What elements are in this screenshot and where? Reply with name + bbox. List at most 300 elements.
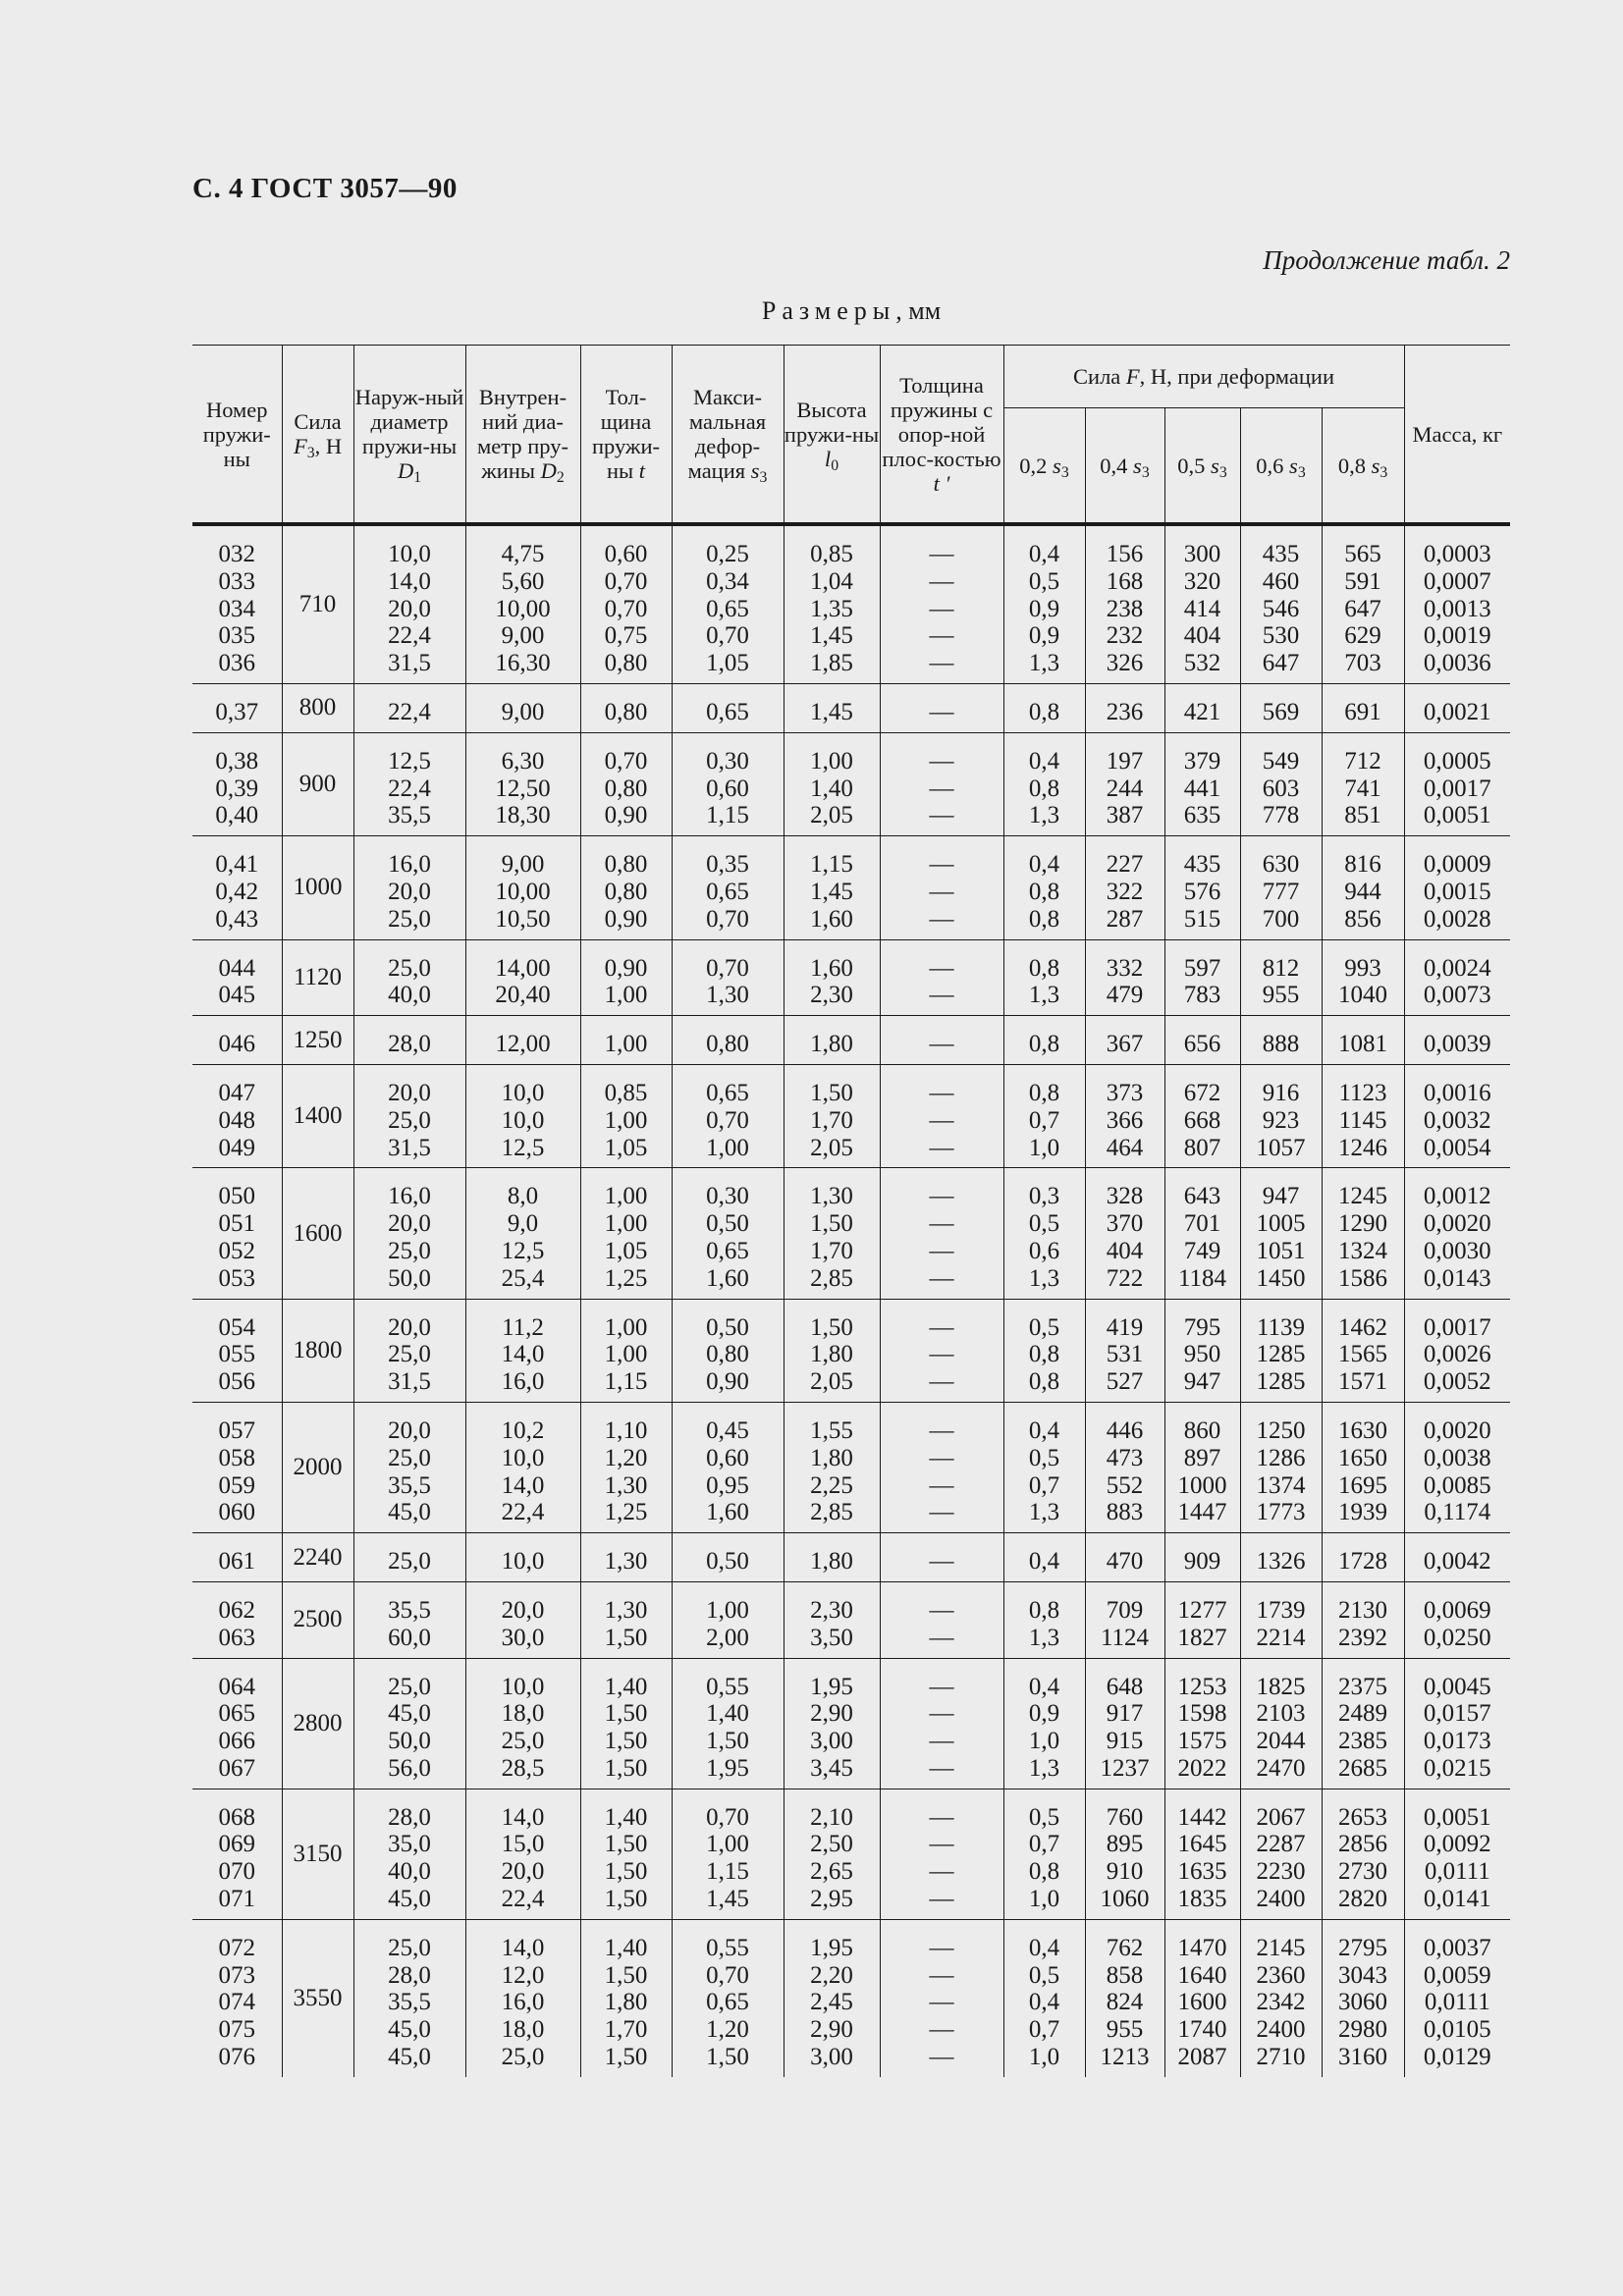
cell-mass: 0,0017 (1423, 774, 1491, 802)
cell-force-0-2: 0,4 (1028, 1673, 1060, 1700)
cell-force-0-8: 1650 (1338, 1444, 1388, 1471)
cell-force-0-2: 0,5 (1028, 567, 1060, 595)
cell-height: 1,70 (810, 1106, 853, 1134)
cell-force-0-5-column (1164, 1658, 1240, 1789)
cell-support-thickness: — (929, 1237, 954, 1264)
cell-outer-diameter: 45,0 (388, 1499, 431, 1526)
cell-force-0-6: 2400 (1256, 2016, 1306, 2044)
cell-force-0-6-column (1240, 732, 1322, 835)
cell-number: 057 (218, 1416, 255, 1444)
cell-force-0-8-column (1322, 1581, 1404, 1658)
cell-force-0-5-column (1164, 1064, 1240, 1167)
cell-outer-diameter: 31,5 (388, 1368, 431, 1396)
cell-force-0-2-column (1003, 1016, 1085, 1065)
cell-outer-diameter-column (353, 1658, 465, 1789)
cell-thickness: 1,05 (604, 1237, 648, 1264)
cell-force-0-5-column (1164, 1168, 1240, 1299)
cell-thickness-column (580, 1299, 672, 1402)
cell-outer-diameter: 12,5 (388, 747, 431, 774)
cell-number-column (192, 1658, 282, 1789)
cell-force-0-6: 1139 (1256, 1313, 1306, 1341)
cell-support-thickness: — (929, 1031, 954, 1058)
cell-outer-diameter: 45,0 (388, 2044, 431, 2071)
cell-support-thickness: — (929, 1499, 954, 1526)
cell-force-0-5: 635 (1183, 802, 1221, 829)
cell-support-thickness: — (929, 878, 954, 905)
cell-number: 036 (218, 650, 255, 677)
cell-max-deformation: 1,00 (706, 1596, 749, 1624)
cell-thickness-column (580, 1789, 672, 1919)
cell-support-thickness-column (880, 524, 1003, 683)
cell-force-0-4: 366 (1106, 1106, 1144, 1134)
cell-support-thickness: — (929, 1886, 954, 1913)
cell-force-0-8: 1939 (1338, 1499, 1388, 1526)
cell-thickness: 1,00 (604, 1106, 648, 1134)
cell-number: 071 (218, 1886, 255, 1913)
cell-outer-diameter-column (353, 732, 465, 835)
cell-support-thickness: — (929, 1934, 954, 1961)
cell-thickness: 1,00 (604, 1210, 648, 1238)
cell-force-0-4: 895 (1106, 1831, 1144, 1858)
cell-max-deformation: 0,70 (706, 905, 749, 933)
cell-force-0-2: 0,7 (1028, 1471, 1060, 1499)
cell-number: 062 (218, 1596, 255, 1624)
cell-force-0-5: 643 (1183, 1183, 1221, 1210)
cell-inner-diameter: 20,40 (495, 982, 551, 1009)
cell-number: 074 (218, 1989, 255, 2016)
cell-force-0-6: 2214 (1256, 1624, 1306, 1651)
cell-thickness: 1,50 (604, 1624, 648, 1651)
cell-force-0-8-column (1322, 836, 1404, 939)
cell-mass: 0,0051 (1423, 1803, 1491, 1831)
cell-force-0-6: 603 (1262, 774, 1300, 802)
cell-number: 063 (218, 1624, 255, 1651)
cell-force-0-5-column (1164, 939, 1240, 1016)
cell-outer-diameter-column (353, 1789, 465, 1919)
cell-thickness: 1,50 (604, 1728, 648, 1755)
cell-force-f3: 2500 (282, 1581, 353, 1658)
cell-height-column (784, 1402, 880, 1532)
cell-outer-diameter: 28,0 (388, 1961, 431, 1989)
cell-thickness: 1,70 (604, 2016, 648, 2044)
cell-mass: 0,0026 (1423, 1341, 1491, 1368)
cell-force-0-8: 591 (1344, 567, 1381, 595)
cell-outer-diameter: 56,0 (388, 1754, 431, 1782)
cell-force-0-4: 232 (1106, 622, 1144, 650)
cell-number-column (192, 683, 282, 732)
cell-number: 0,37 (215, 698, 259, 725)
cell-max-deformation: 0,50 (706, 1313, 749, 1341)
cell-thickness: 1,40 (604, 1673, 648, 1700)
cell-force-0-4: 648 (1106, 1673, 1144, 1700)
cell-force-0-5: 1827 (1177, 1624, 1227, 1651)
cell-force-0-8: 1145 (1338, 1106, 1387, 1134)
cell-height: 3,45 (810, 1754, 853, 1782)
cell-force-0-6-column (1240, 1016, 1322, 1065)
cell-number: 073 (218, 1961, 255, 1989)
cell-force-0-4: 387 (1106, 802, 1144, 829)
cell-support-thickness: — (929, 851, 954, 879)
cell-thickness: 1,00 (604, 1183, 648, 1210)
cell-height-column (784, 732, 880, 835)
cell-mass: 0,0012 (1423, 1183, 1491, 1210)
cell-height: 2,30 (810, 982, 853, 1009)
cell-force-0-5: 379 (1183, 747, 1221, 774)
cell-thickness: 1,00 (604, 1031, 648, 1058)
cell-mass: 0,0111 (1424, 1989, 1490, 2016)
cell-force-0-6-column (1240, 1581, 1322, 1658)
cell-force-0-2-column (1003, 836, 1085, 939)
cell-max-deformation: 0,35 (706, 851, 749, 879)
table-row-group (192, 1299, 1510, 1402)
cell-force-f3: 2800 (282, 1658, 353, 1789)
cell-inner-diameter-column (465, 1299, 580, 1402)
cell-force-0-8: 629 (1344, 622, 1381, 650)
cell-force-0-8: 2653 (1338, 1803, 1388, 1831)
cell-mass: 0,0020 (1423, 1416, 1491, 1444)
cell-mass-column (1404, 836, 1510, 939)
cell-max-deformation: 1,95 (706, 1754, 749, 1782)
cell-force-0-4: 883 (1106, 1499, 1144, 1526)
cell-force-0-6: 1825 (1256, 1673, 1306, 1700)
cell-inner-diameter-column (465, 524, 580, 683)
table-continuation-label: Продолжение табл. 2 (1263, 245, 1510, 275)
cell-outer-diameter: 60,0 (388, 1624, 431, 1651)
table-row-group (192, 1402, 1510, 1532)
cell-number: 047 (218, 1079, 255, 1106)
cell-inner-diameter-column (465, 683, 580, 732)
cell-force-0-8: 647 (1344, 595, 1381, 622)
cell-outer-diameter-column (353, 683, 465, 732)
cell-force-0-8: 2385 (1338, 1728, 1388, 1755)
cell-max-deformation: 0,50 (706, 1548, 749, 1575)
cell-support-thickness: — (929, 747, 954, 774)
cell-force-0-2-column (1003, 939, 1085, 1016)
cell-force-0-2: 1,0 (1028, 1134, 1060, 1161)
cell-support-thickness: — (929, 1989, 954, 2016)
cell-outer-diameter: 22,4 (388, 774, 431, 802)
cell-number: 046 (218, 1031, 255, 1058)
cell-support-thickness: — (929, 698, 954, 725)
cell-inner-diameter: 10,00 (495, 878, 551, 905)
cell-max-deformation: 0,80 (706, 1341, 749, 1368)
cell-force-0-8: 2489 (1338, 1700, 1388, 1728)
cell-number: 056 (218, 1368, 255, 1396)
cell-support-thickness: — (929, 1444, 954, 1471)
cell-number: 054 (218, 1313, 255, 1341)
cell-outer-diameter-column (353, 939, 465, 1016)
cell-force-0-4: 1124 (1100, 1624, 1150, 1651)
cell-mass-column (1404, 1533, 1510, 1582)
caption-spaced-word: Размеры (761, 296, 896, 325)
cell-force-0-6: 546 (1262, 595, 1300, 622)
cell-height: 2,65 (810, 1858, 853, 1886)
cell-force-0-6: 955 (1262, 982, 1300, 1009)
cell-max-deformation: 0,65 (706, 1989, 749, 2016)
cell-inner-diameter-column (465, 732, 580, 835)
cell-force-0-8-column (1322, 524, 1404, 683)
cell-inner-diameter: 10,50 (495, 905, 551, 933)
cell-max-deformation: 0,65 (706, 878, 749, 905)
cell-max-deformation: 0,25 (706, 541, 749, 567)
cell-outer-diameter: 45,0 (388, 1886, 431, 1913)
cell-force-0-6: 2287 (1256, 1831, 1306, 1858)
cell-inner-diameter: 8,0 (507, 1183, 539, 1210)
cell-force-0-6: 2342 (1256, 1989, 1306, 2016)
cell-force-0-8: 703 (1344, 650, 1381, 677)
cell-force-0-6-column (1240, 1658, 1322, 1789)
cell-thickness: 0,90 (604, 905, 648, 933)
cell-height-column (784, 524, 880, 683)
cell-max-deformation-column (672, 1789, 784, 1919)
cell-force-0-2: 0,8 (1028, 774, 1060, 802)
cell-number: 044 (218, 954, 255, 982)
cell-force-0-5-column (1164, 1402, 1240, 1532)
col-mass-header: Масса, кг (1404, 346, 1510, 525)
cell-inner-diameter: 10,0 (501, 1548, 545, 1575)
cell-force-0-6: 2230 (1256, 1858, 1306, 1886)
cell-force-0-8: 2375 (1338, 1673, 1388, 1700)
cell-force-0-4: 227 (1106, 851, 1144, 879)
cell-max-deformation: 1,50 (706, 2044, 749, 2071)
cell-support-thickness: — (929, 1313, 954, 1341)
cell-support-thickness: — (929, 1341, 954, 1368)
cell-force-0-4: 473 (1106, 1444, 1144, 1471)
cell-force-0-5: 597 (1183, 954, 1221, 982)
cell-mass: 0,0054 (1423, 1134, 1491, 1161)
cell-force-0-4-column (1085, 1533, 1164, 1582)
cell-force-0-6: 1250 (1256, 1416, 1306, 1444)
cell-thickness-column (580, 1581, 672, 1658)
cell-inner-diameter: 28,5 (501, 1754, 545, 1782)
cell-outer-diameter: 25,0 (388, 905, 431, 933)
cell-force-0-5: 300 (1183, 541, 1221, 567)
cell-force-0-2-column (1003, 1299, 1085, 1402)
cell-height-column (784, 1064, 880, 1167)
cell-support-thickness: — (929, 650, 954, 677)
cell-force-0-4: 168 (1106, 567, 1144, 595)
cell-force-0-5: 909 (1183, 1548, 1221, 1575)
cell-support-thickness-column (880, 732, 1003, 835)
cell-force-0-6-column (1240, 1402, 1322, 1532)
cell-mass: 0,0039 (1423, 1031, 1491, 1058)
cell-force-0-6: 2470 (1256, 1754, 1306, 1782)
cell-outer-diameter: 31,5 (388, 1134, 431, 1161)
cell-thickness: 0,70 (604, 567, 648, 595)
cell-inner-diameter-column (465, 1533, 580, 1582)
cell-force-0-4: 760 (1106, 1803, 1144, 1831)
cell-force-0-8-column (1322, 1658, 1404, 1789)
cell-mass: 0,0019 (1423, 622, 1491, 650)
cell-force-0-2: 1,0 (1028, 1886, 1060, 1913)
cell-thickness-column (580, 524, 672, 683)
cell-force-0-5: 1442 (1177, 1803, 1227, 1831)
cell-force-0-8: 691 (1344, 698, 1381, 725)
cell-force-0-4-column (1085, 1658, 1164, 1789)
cell-height: 1,30 (810, 1183, 853, 1210)
cell-force-0-4: 479 (1106, 982, 1144, 1009)
cell-number: 065 (218, 1700, 255, 1728)
cell-mass: 0,0009 (1423, 851, 1491, 879)
cell-mass: 0,0016 (1423, 1079, 1491, 1106)
cell-force-0-4: 322 (1106, 878, 1144, 905)
cell-force-0-5: 656 (1183, 1031, 1221, 1058)
cell-force-0-2: 0,8 (1028, 1368, 1060, 1396)
cell-height-column (784, 1581, 880, 1658)
cell-max-deformation: 0,70 (706, 1961, 749, 1989)
cell-force-0-2-column (1003, 1658, 1085, 1789)
cell-max-deformation-column (672, 1168, 784, 1299)
cell-height: 1,80 (810, 1548, 853, 1575)
cell-force-0-4: 915 (1106, 1728, 1144, 1755)
cell-mass: 0,1174 (1424, 1499, 1491, 1526)
cell-force-0-6: 700 (1262, 905, 1300, 933)
cell-thickness: 0,80 (604, 698, 648, 725)
cell-max-deformation: 0,50 (706, 1210, 749, 1238)
cell-max-deformation: 0,30 (706, 1183, 749, 1210)
cell-support-thickness: — (929, 1728, 954, 1755)
cell-force-0-8: 993 (1344, 954, 1381, 982)
cell-thickness: 0,80 (604, 774, 648, 802)
cell-number: 061 (218, 1548, 255, 1575)
cell-inner-diameter: 12,00 (495, 1031, 551, 1058)
cell-support-thickness: — (929, 1264, 954, 1292)
cell-force-f3: 1400 (282, 1064, 353, 1167)
cell-force-0-2: 1,0 (1028, 2044, 1060, 2071)
cell-outer-diameter: 22,4 (388, 622, 431, 650)
cell-outer-diameter: 20,0 (388, 1079, 431, 1106)
cell-force-0-5: 807 (1183, 1134, 1221, 1161)
cell-height: 2,30 (810, 1596, 853, 1624)
cell-thickness-column (580, 1402, 672, 1532)
cell-force-0-4: 552 (1106, 1471, 1144, 1499)
cell-force-0-2: 0,4 (1028, 1548, 1060, 1575)
cell-height: 1,80 (810, 1444, 853, 1471)
cell-outer-diameter: 31,5 (388, 650, 431, 677)
cell-number: 060 (218, 1499, 255, 1526)
cell-outer-diameter: 16,0 (388, 1183, 431, 1210)
cell-force-0-4: 1060 (1100, 1886, 1150, 1913)
cell-number-column (192, 1919, 282, 2076)
cell-height: 1,15 (810, 851, 853, 879)
cell-force-0-2: 0,8 (1028, 878, 1060, 905)
cell-support-thickness: — (929, 1079, 954, 1106)
cell-force-f3: 710 (282, 524, 353, 683)
cell-thickness: 1,50 (604, 1858, 648, 1886)
table-body (192, 524, 1510, 2077)
table-header (192, 346, 1510, 525)
cell-height-column (784, 1533, 880, 1582)
cell-max-deformation: 1,60 (706, 1264, 749, 1292)
cell-inner-diameter: 25,0 (501, 1728, 545, 1755)
cell-number: 051 (218, 1210, 255, 1238)
cell-inner-diameter: 12,5 (501, 1134, 545, 1161)
cell-force-f3: 2000 (282, 1402, 353, 1532)
cell-force-0-4: 470 (1106, 1548, 1144, 1575)
cell-support-thickness: — (929, 1624, 954, 1651)
cell-max-deformation: 0,55 (706, 1673, 749, 1700)
cell-mass: 0,0020 (1423, 1210, 1491, 1238)
col-deformation-header: 0,2 $s_3$ (1003, 408, 1085, 525)
cell-max-deformation-column (672, 683, 784, 732)
cell-force-0-5: 1000 (1177, 1471, 1227, 1499)
col-deformation-header: 0,5 $s_3$ (1164, 408, 1240, 525)
cell-max-deformation: 0,70 (706, 954, 749, 982)
cell-support-thickness: — (929, 1673, 954, 1700)
cell-force-0-6: 916 (1262, 1079, 1300, 1106)
cell-force-0-6: 2400 (1256, 1886, 1306, 1913)
cell-number-column (192, 1533, 282, 1582)
cell-outer-diameter: 50,0 (388, 1728, 431, 1755)
cell-inner-diameter: 22,4 (501, 1886, 545, 1913)
cell-support-thickness-column (880, 1168, 1003, 1299)
cell-max-deformation-column (672, 524, 784, 683)
cell-mass: 0,0017 (1423, 1313, 1491, 1341)
cell-number: 032 (218, 541, 255, 567)
cell-outer-diameter: 20,0 (388, 1313, 431, 1341)
cell-number: 058 (218, 1444, 255, 1471)
cell-force-0-8-column (1322, 1299, 1404, 1402)
cell-thickness-column (580, 939, 672, 1016)
cell-height: 0,85 (810, 541, 853, 567)
col-height-header: Высота пружи-ны $l_0$ (784, 346, 880, 525)
cell-max-deformation: 1,05 (706, 650, 749, 677)
cell-force-0-4: 332 (1106, 954, 1144, 982)
cell-force-0-4: 722 (1106, 1264, 1144, 1292)
cell-inner-diameter: 14,0 (501, 1803, 545, 1831)
cell-mass: 0,0215 (1423, 1754, 1491, 1782)
cell-mass: 0,0042 (1423, 1548, 1491, 1575)
cell-support-thickness-column (880, 1789, 1003, 1919)
cell-force-0-4: 910 (1106, 1858, 1144, 1886)
cell-force-0-2: 0,5 (1028, 1803, 1060, 1831)
cell-max-deformation: 0,95 (706, 1471, 749, 1499)
cell-support-thickness: — (929, 905, 954, 933)
cell-support-thickness-column (880, 1658, 1003, 1789)
cell-inner-diameter: 12,0 (501, 1961, 545, 1989)
cell-force-0-2: 0,4 (1028, 1934, 1060, 1961)
cell-max-deformation: 1,45 (706, 1886, 749, 1913)
cell-force-0-8-column (1322, 1789, 1404, 1919)
cell-outer-diameter: 50,0 (388, 1264, 431, 1292)
cell-outer-diameter: 40,0 (388, 982, 431, 1009)
cell-force-0-2: 0,8 (1028, 1858, 1060, 1886)
cell-mass-column (1404, 524, 1510, 683)
cell-outer-diameter: 25,0 (388, 1444, 431, 1471)
cell-mass-column (1404, 1064, 1510, 1167)
cell-force-0-8-column (1322, 1919, 1404, 2076)
cell-force-0-5: 421 (1183, 698, 1221, 725)
cell-force-0-5-column (1164, 1299, 1240, 1402)
cell-number: 049 (218, 1134, 255, 1161)
cell-force-f3: 900 (282, 732, 353, 835)
cell-inner-diameter: 9,0 (507, 1210, 539, 1238)
cell-mass: 0,0105 (1423, 2016, 1491, 2044)
cell-force-0-8: 944 (1344, 878, 1381, 905)
cell-force-0-2: 0,3 (1028, 1183, 1060, 1210)
cell-thickness: 1,40 (604, 1803, 648, 1831)
cell-force-0-5: 1470 (1177, 1934, 1227, 1961)
cell-thickness: 1,00 (604, 1341, 648, 1368)
cell-number-column (192, 836, 282, 939)
cell-force-0-8: 1246 (1338, 1134, 1388, 1161)
cell-height-column (784, 939, 880, 1016)
cell-max-deformation: 1,30 (706, 982, 749, 1009)
cell-height: 1,04 (810, 567, 853, 595)
cell-height-column (784, 683, 880, 732)
cell-support-thickness-column (880, 1402, 1003, 1532)
cell-mass: 0,0028 (1423, 905, 1491, 933)
